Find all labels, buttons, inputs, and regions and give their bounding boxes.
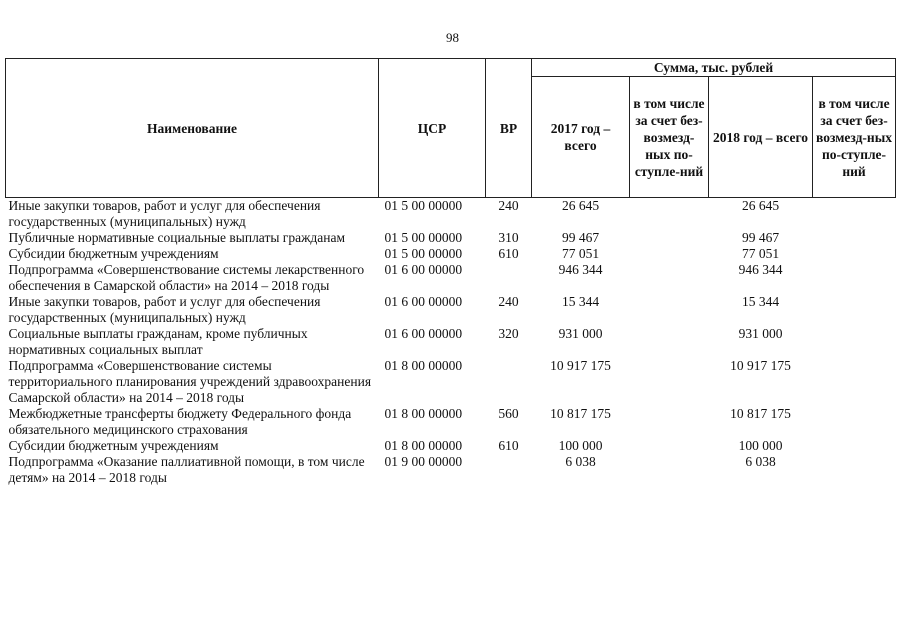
row-2018-free	[813, 246, 896, 262]
table-row	[6, 246, 896, 262]
row-name: Социальные выплаты гражданам, кроме публичных нормативных социальных выплат	[8, 326, 308, 357]
row-2017-free	[630, 358, 709, 406]
table-row	[6, 454, 896, 486]
table-header	[6, 59, 896, 198]
row-2017-total: 15 344	[561, 294, 600, 309]
row-2018-free	[813, 358, 896, 406]
row-2018-free	[813, 454, 896, 486]
row-name: Подпрограмма «Совершенствование системы территориального планирования учреждений здравоохранения Самарской области» на 2014 – 2018 годы	[8, 358, 372, 405]
header-2017-free: в том числе за счет без-возмезд-ных по-ступле-ний	[630, 77, 709, 198]
row-csr: 01 6 00 00000	[384, 294, 463, 309]
row-csr: 01 8 00 00000	[384, 358, 463, 373]
table-row	[6, 358, 896, 406]
row-csr: 01 9 00 00000	[384, 454, 463, 469]
page-number: 98	[446, 30, 459, 45]
row-csr: 01 5 00 00000	[384, 198, 463, 213]
budget-table	[5, 58, 896, 486]
row-2018-total: 6 038	[745, 454, 776, 469]
row-vr: 560	[498, 406, 519, 421]
row-2017-free	[630, 262, 709, 294]
header-sum: Сумма, тыс. рублей	[532, 59, 896, 77]
row-2018-total: 10 817 175	[730, 406, 791, 421]
row-2017-free	[630, 454, 709, 486]
row-vr: 320	[498, 326, 519, 341]
row-2017-total: 77 051	[561, 246, 600, 261]
row-2017-free	[630, 230, 709, 246]
row-name: Межбюджетные трансферты бюджету Федерального фонда обязательного медицинского страхования	[8, 406, 352, 437]
row-vr	[486, 454, 532, 486]
row-2017-total: 946 344	[558, 262, 603, 277]
row-csr: 01 6 00 00000	[384, 326, 463, 341]
row-csr: 01 8 00 00000	[384, 438, 463, 453]
row-2018-free	[813, 230, 896, 246]
table-row	[6, 326, 896, 358]
table-row	[6, 406, 896, 438]
row-2018-free	[813, 294, 896, 326]
row-name: Подпрограмма «Совершенствование системы лекарственного обеспечения в Самарской области» на 2014 – 2018 годы	[8, 262, 365, 293]
row-name: Иные закупки товаров, работ и услуг для обеспечения государственных (муниципальных) нужд	[8, 198, 321, 229]
header-csr: ЦСР	[379, 59, 486, 198]
table-row	[6, 230, 896, 246]
table-row	[6, 262, 896, 294]
row-name: Иные закупки товаров, работ и услуг для обеспечения государственных (муниципальных) нужд	[8, 294, 321, 325]
table-row	[6, 294, 896, 326]
table-body	[6, 198, 896, 487]
header-vr: ВР	[486, 59, 532, 198]
row-vr: 610	[498, 438, 519, 453]
row-2018-total: 100 000	[738, 438, 783, 453]
header-2017-total: 2017 год – всего	[532, 77, 630, 198]
row-2018-free	[813, 262, 896, 294]
row-vr: 240	[498, 198, 519, 213]
row-2017-free	[630, 294, 709, 326]
row-csr: 01 5 00 00000	[384, 246, 463, 261]
row-csr: 01 8 00 00000	[384, 406, 463, 421]
row-2018-total: 931 000	[738, 326, 783, 341]
row-2018-free	[813, 438, 896, 454]
row-2017-total: 100 000	[558, 438, 603, 453]
row-2017-total: 6 038	[565, 454, 596, 469]
header-2018-free: в том числе за счет без-возмезд-ных по-ступле-ний	[813, 77, 896, 198]
row-2017-free	[630, 246, 709, 262]
row-2017-total: 99 467	[561, 230, 600, 245]
row-2018-total: 77 051	[741, 246, 780, 261]
row-vr	[486, 358, 532, 406]
header-2018-total: 2018 год – всего	[709, 77, 813, 198]
row-name: Субсидии бюджетным учреждениям	[8, 438, 219, 453]
row-2017-total: 931 000	[558, 326, 603, 341]
row-2017-free	[630, 438, 709, 454]
row-2017-free	[630, 198, 709, 231]
row-name: Субсидии бюджетным учреждениям	[8, 246, 219, 261]
row-vr: 310	[498, 230, 519, 245]
row-vr	[486, 262, 532, 294]
table-row	[6, 198, 896, 231]
row-2017-total: 10 917 175	[550, 358, 611, 373]
row-vr: 240	[498, 294, 519, 309]
header-name: Наименование	[6, 59, 379, 198]
row-2018-free	[813, 198, 896, 231]
row-2017-free	[630, 326, 709, 358]
row-2018-total: 10 917 175	[730, 358, 791, 373]
row-2018-free	[813, 406, 896, 438]
row-name: Публичные нормативные социальные выплаты гражданам	[8, 230, 346, 245]
row-csr: 01 5 00 00000	[384, 230, 463, 245]
row-vr: 610	[498, 246, 519, 261]
row-2018-total: 26 645	[741, 198, 780, 213]
row-2018-total: 946 344	[738, 262, 783, 277]
row-2018-free	[813, 326, 896, 358]
row-2017-total: 10 817 175	[550, 406, 611, 421]
row-2017-total: 26 645	[561, 198, 600, 213]
row-csr: 01 6 00 00000	[384, 262, 463, 277]
row-2018-total: 99 467	[741, 230, 780, 245]
table-row	[6, 438, 896, 454]
row-name: Подпрограмма «Оказание паллиативной помощи, в том числе детям» на 2014 – 2018 годы	[8, 454, 365, 485]
row-2018-total: 15 344	[741, 294, 780, 309]
row-2017-free	[630, 406, 709, 438]
